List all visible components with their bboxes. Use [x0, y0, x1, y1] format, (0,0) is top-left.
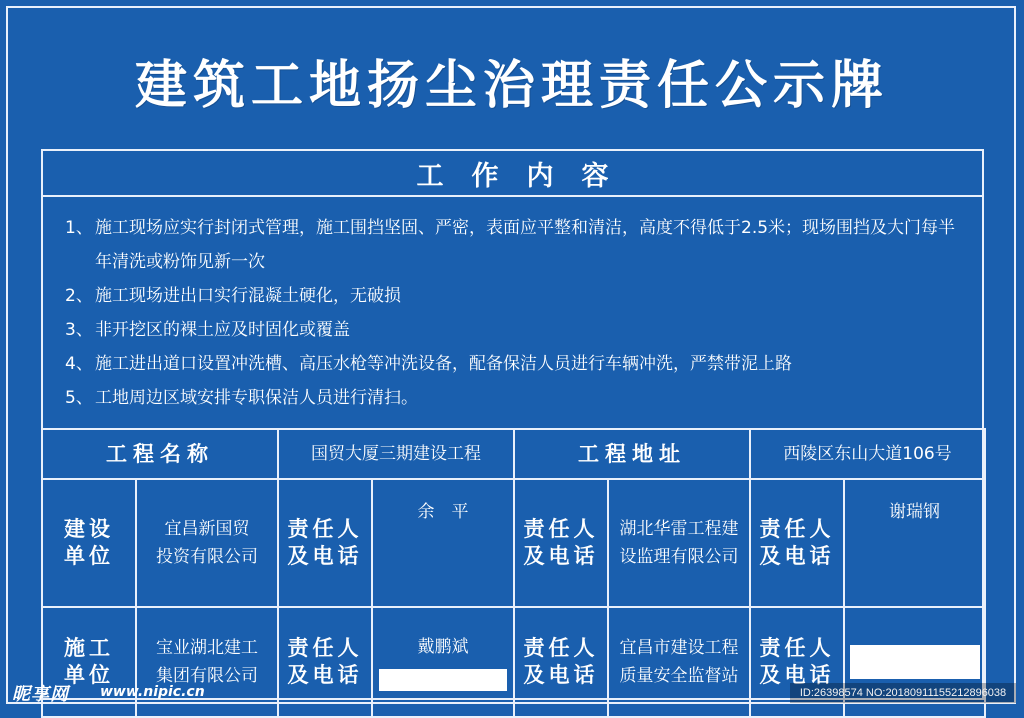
watermark-logo: 昵享网	[12, 684, 69, 705]
responsibility-table	[41, 428, 986, 718]
supervisor-resp2-label: 责任人 及电话	[750, 479, 844, 607]
redaction-block	[850, 645, 980, 679]
build-resp-value: 余 平	[372, 479, 514, 607]
construct-unit-name: 宝业湖北建工 集团有限公司	[136, 607, 278, 717]
table-row	[42, 429, 985, 479]
work-content-list	[65, 211, 970, 415]
supervisor-resp-value: 谢瑞钢	[844, 479, 985, 607]
construct-unit-label: 施工 单位	[42, 607, 136, 717]
project-address-value: 西陵区东山大道106号	[750, 429, 985, 479]
info-board	[41, 149, 984, 700]
authority-resp-label: 责任人 及电话	[514, 607, 608, 717]
watermark-url: www.nipic.cn	[100, 684, 205, 700]
list-item: 2、 施工现场进出口实行混凝土硬化，无破损	[65, 286, 401, 306]
authority-unit-name: 宜昌市建设工程 质量安全监督站	[608, 607, 750, 717]
project-name-value: 国贸大厦三期建设工程	[278, 429, 514, 479]
authority-resp2-label: 责任人 及电话	[750, 607, 844, 717]
list-item: 3、 非开挖区的裸土应及时固化或覆盖	[65, 320, 350, 340]
page-title: 建筑工地扬尘治理责任公示牌	[134, 56, 889, 116]
build-unit-name: 宜昌新国贸 投资有限公司	[136, 479, 278, 607]
watermark-id: ID:26398574 NO:20180911155212896038	[790, 683, 1016, 703]
build-unit-label: 建设 单位	[42, 479, 136, 607]
table-row	[42, 479, 985, 607]
supervisor-resp-label: 责任人 及电话	[514, 479, 608, 607]
supervisor-unit-name: 湖北华雷工程建 设监理有限公司	[608, 479, 750, 607]
construct-resp-label: 责任人 及电话	[278, 607, 372, 717]
construct-resp-value: 戴鹏斌	[372, 607, 514, 717]
project-name-label: 工程名称	[42, 429, 278, 479]
list-item: 5、 工地周边区域安排专职保洁人员进行清扫。	[65, 388, 418, 408]
list-item: 4、 施工进出道口设置冲洗槽、高压水枪等冲洗设备，配备保洁人员进行车辆冲洗，严禁带泥上路	[65, 354, 792, 374]
redaction-block	[379, 669, 507, 691]
build-resp-label: 责任人 及电话	[278, 479, 372, 607]
project-address-label: 工程地址	[514, 429, 750, 479]
section-header: 工作内容	[43, 151, 982, 197]
list-item: 1、 施工现场应实行封闭式管理，施工围挡坚固、严密，表面应平整和清洁，高度不得低于2.5米；现场围挡及大门每半年清洗或粉饰见新一次	[65, 218, 956, 272]
